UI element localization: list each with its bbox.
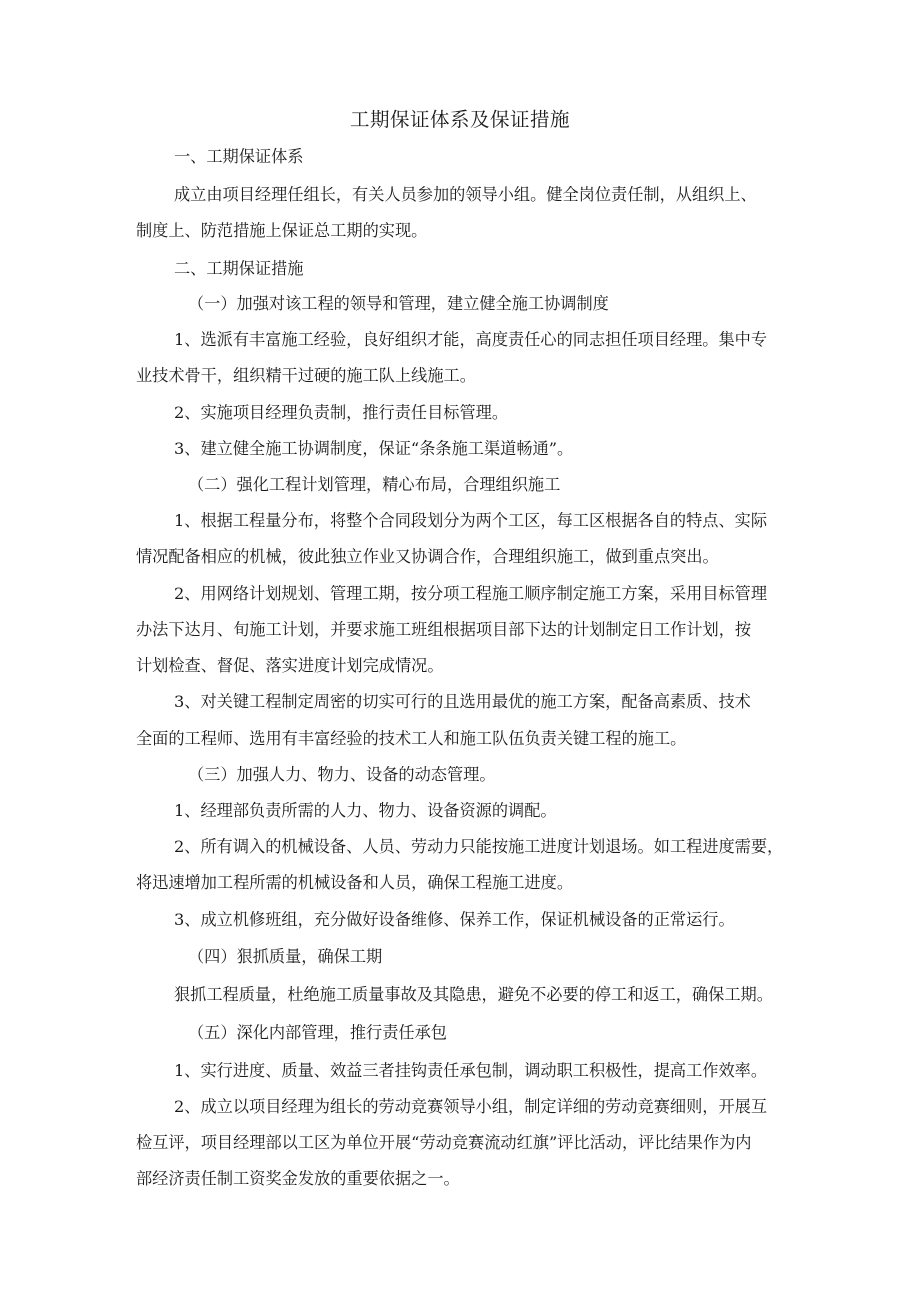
paragraph-line: 3、建立健全施工协调制度，保证“条条施工渠道畅通”。	[174, 439, 574, 458]
paragraph-line: 部经济责任制工资奖金发放的重要依据之一。	[136, 1169, 460, 1188]
paragraph-line: 3、对关键工程制定周密的切实可行的且选用最优的施工方案，配备高素质、技术	[174, 692, 751, 711]
paragraph-line: 计划检查、督促、落实进度计划完成情况。	[136, 656, 444, 675]
subsection-heading: （三）加强人力、物力、设备的动态管理。	[188, 765, 496, 784]
paragraph-line: 2、实施项目经理负责制，推行责任目标管理。	[174, 403, 509, 422]
paragraph-line: 2、成立以项目经理为组长的劳动竞赛领导小组，制定详细的劳动竞赛细则，开展互	[174, 1097, 768, 1116]
section-heading: 二、工期保证措施	[174, 259, 304, 278]
paragraph-line: 制度上、防范措施上保证总工期的实现。	[136, 221, 428, 240]
subsection-heading: （五）深化内部管理，推行责任承包	[188, 1023, 447, 1042]
paragraph-line: 3、成立机修班组，充分做好设备维修、保养工作，保证机械设备的正常运行。	[174, 910, 735, 929]
paragraph-line: 1、根据工程量分布，将整个合同段划分为两个工区，每工区根据各自的特点、实际	[174, 511, 768, 530]
paragraph-line: 1、实行进度、质量、效益三者挂钩责任承包制，调动职工积极性，提高工作效率。	[174, 1061, 768, 1080]
subsection-heading: （一）加强对该工程的领导和管理，建立健全施工协调制度	[188, 294, 609, 313]
paragraph-line: 检互评，项目经理部以工区为单位开展“劳动竞赛流动红旗”评比活动，评比结果作为内	[136, 1133, 752, 1152]
paragraph-line: 全面的工程师、选用有丰富经验的技术工人和施工队伍负责关键工程的施工。	[136, 729, 687, 748]
paragraph-line: 1、经理部负责所需的人力、物力、设备资源的调配。	[174, 801, 557, 820]
paragraph-line: 将迅速增加工程所需的机械设备和人员，确保工程施工进度。	[136, 873, 574, 892]
subsection-heading: （二）强化工程计划管理，精心布局，合理组织施工	[188, 475, 561, 494]
document-title: 工期保证体系及保证措施	[349, 108, 570, 131]
subsection-heading: （四）狠抓质量，确保工期	[188, 947, 383, 966]
paragraph-line: 狠抓工程质量，杜绝施工质量事故及其隐患，避免不必要的停工和返工，确保工期。	[174, 985, 773, 1004]
section-heading: 一、工期保证体系	[174, 147, 304, 166]
paragraph-line: 2、用网络计划规划、管理工期，按分项工程施工顺序制定施工方案，采用目标管理	[174, 584, 768, 603]
paragraph-line: 办法下达月、旬施工计划，并要求施工班组根据项目部下达的计划制定日工作计划，按	[136, 620, 752, 639]
paragraph-line: 成立由项目经理任组长，有关人员参加的领导小组。健全岗位责任制，从组织上、	[174, 185, 757, 204]
paragraph-line: 1、选派有丰富施工经验，良好组织才能，高度责任心的同志担任项目经理。集中专	[174, 330, 768, 349]
paragraph-line: 情况配备相应的机械，彼此独立作业又协调合作，合理组织施工，做到重点突出。	[136, 547, 719, 566]
paragraph-line: 业技术骨干，组织精干过硬的施工队上线施工。	[136, 366, 476, 385]
paragraph-line: 2、所有调入的机械设备、人员、劳动力只能按施工进度计划退场。如工程进度需要，	[174, 837, 784, 856]
